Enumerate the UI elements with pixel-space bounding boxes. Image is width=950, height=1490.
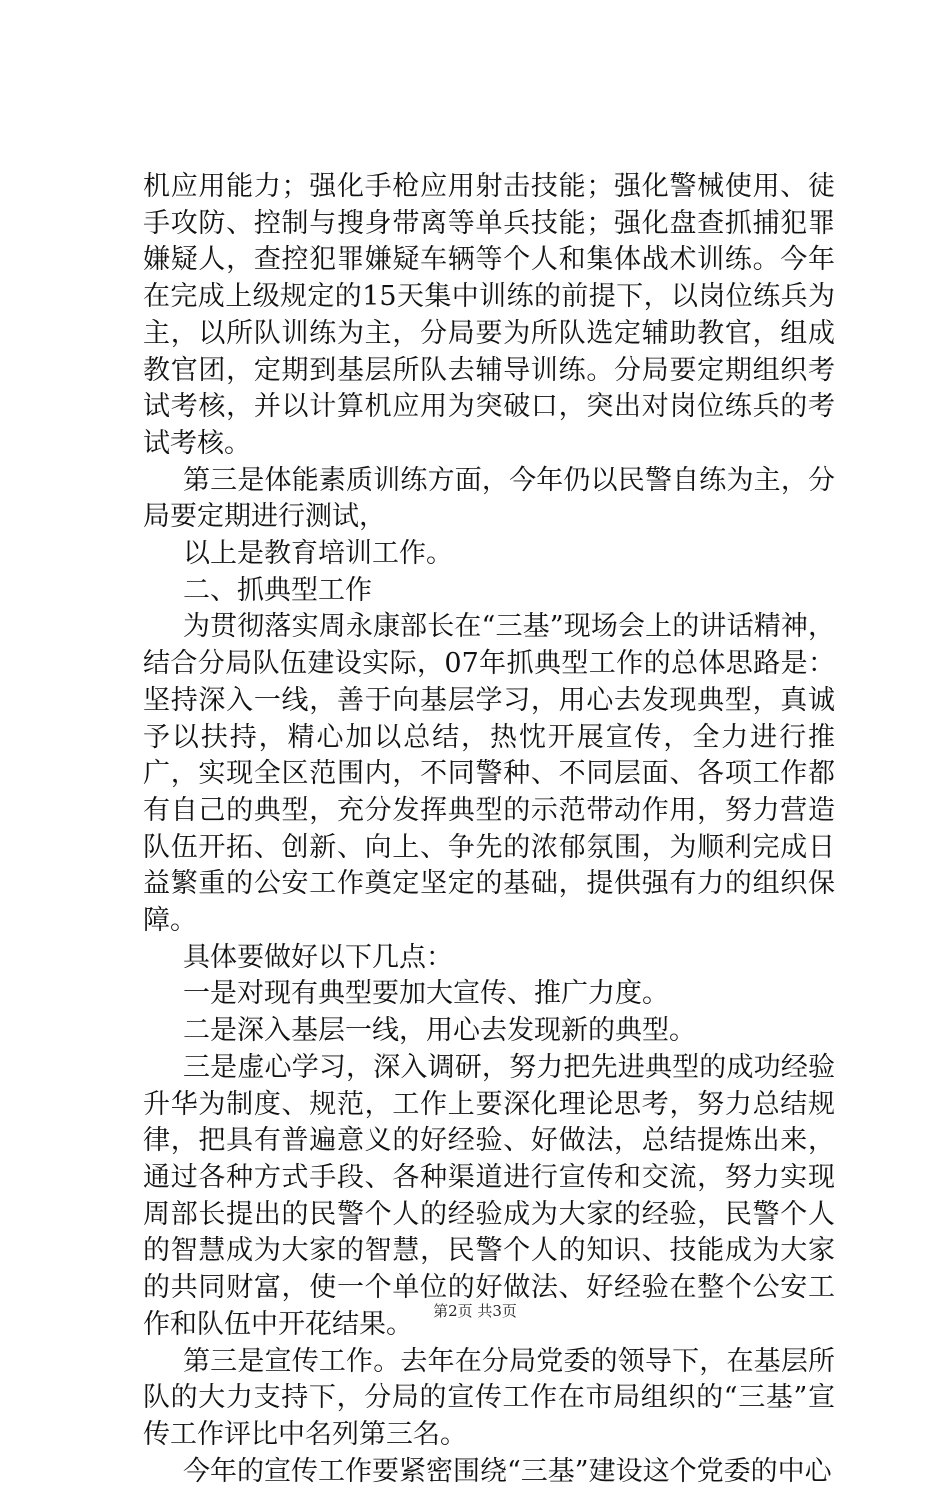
paragraph: 第三是宣传工作。去年在分局党委的领导下，在基层所队的大力支持下，分局的宣传工作在市局组织的“三基”宣传工作评比中名列第三名。: [143, 1345, 835, 1450]
paragraph: 三是虚心学习，深入调研，努力把先进典型的成功经验升华为制度、规范，工作上要深化理论思考，努力总结规律，把具有普遍意义的好经验、好做法，总结提炼出来，通过各种方式手段、各种渠道进行宣传和交流，努力实现周部长提出的民警个人的经验成为大家的经验，民警个人的智慧成为大家的智慧，民警个人的知识、技能成为大家的共同财富，使一个单位的好做法、好经验在整个公安工作和队伍中开花结果。: [143, 1051, 835, 1340]
paragraph: 第三是体能素质训练方面，今年仍以民警自练为主，分局要定期进行测试，: [143, 464, 835, 533]
paragraph: 机应用能力；强化手枪应用射击技能；强化警械使用、徒手攻防、控制与搜身带离等单兵技能；强化盘查抓捕犯罪嫌疑人，查控犯罪嫌疑车辆等个人和集体战术训练。今年在完成上级规定的15天集中训练的前提下，以岗位练兵为主，以所队训练为主，分局要为所队选定辅助教官，组成教官团，定期到基层所队去辅导训练。分局要定期组织考试考核，并以计算机应用为突破口，突出对岗位练兵的考试考核。: [143, 171, 835, 459]
paragraph: 二是深入基层一线，用心去发现新的典型。: [183, 1015, 696, 1047]
paragraph: 一是对现有典型要加大宣传、推广力度。: [183, 978, 669, 1010]
page-number: 第2页 共3页: [433, 1302, 517, 1320]
document-body: [143, 169, 835, 1490]
paragraph: 为贯彻落实周永康部长在“三基”现场会上的讲话精神，结合分局队伍建设实际，07年抓典型工作的总体思路是：坚持深入一线，善于向基层学习，用心去发现典型，真诚予以扶持，精心加以总结，热忱开展宣传，全力进行推广，实现全区范围内，不同警种、不同层面、各项工作都有自己的典型，充分发挥典型的示范带动作用，努力营造队伍开拓、创新、向上、争先的浓郁氛围，为顺利完成日益繁重的公安工作奠定坚定的基础，提供强有力的组织保障。: [143, 611, 835, 937]
section-heading: 二、抓典型工作: [183, 574, 372, 606]
paragraph: 具体要做好以下几点：: [183, 941, 453, 973]
paragraph: 今年的宣传工作要紧密围绕“三基”建设这个党委的中心: [183, 1455, 832, 1487]
paragraph: 以上是教育培训工作。: [183, 538, 453, 570]
